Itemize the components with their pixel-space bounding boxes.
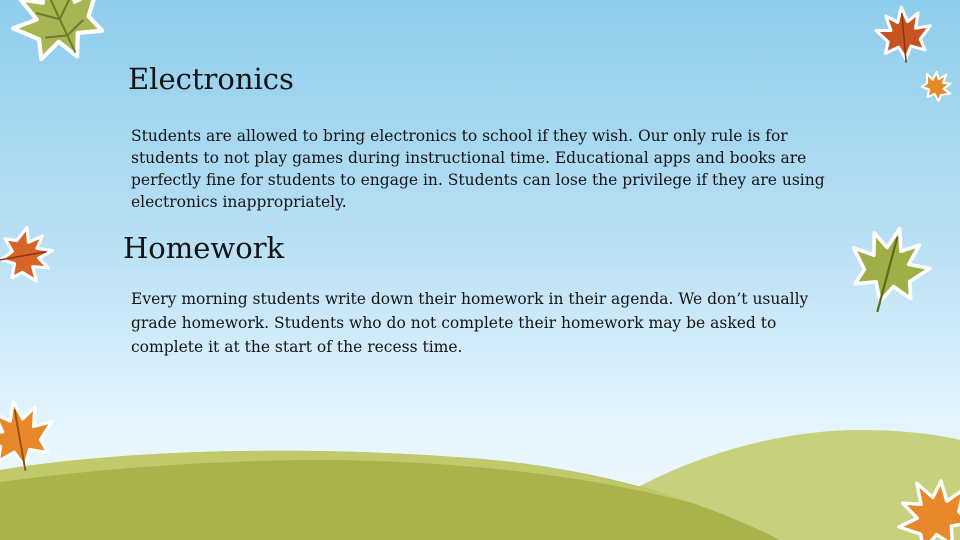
electronics-heading: Electronics: [128, 62, 294, 96]
leaf-icon: [874, 5, 933, 65]
leaf-icon: [0, 224, 57, 287]
homework-body: Every morning students write down their homework in their agenda. We don’t usually grade homework. Students who do not complete their homework may be asked to complete it at the start of the recess time.: [131, 290, 809, 356]
electronics-body: Students are allowed to bring electronics to school if they wish. Our only rule is for students to not play games during instructional time. Educational apps and books are perfectly fine for students to engage in. Students can lose the privilege if they are using electronics inappropriately.: [131, 127, 825, 211]
homework-heading: Homework: [123, 231, 285, 265]
leaf-icon: [0, 0, 119, 76]
leaf-icon: [916, 65, 958, 107]
leaf-icon: [839, 218, 938, 322]
